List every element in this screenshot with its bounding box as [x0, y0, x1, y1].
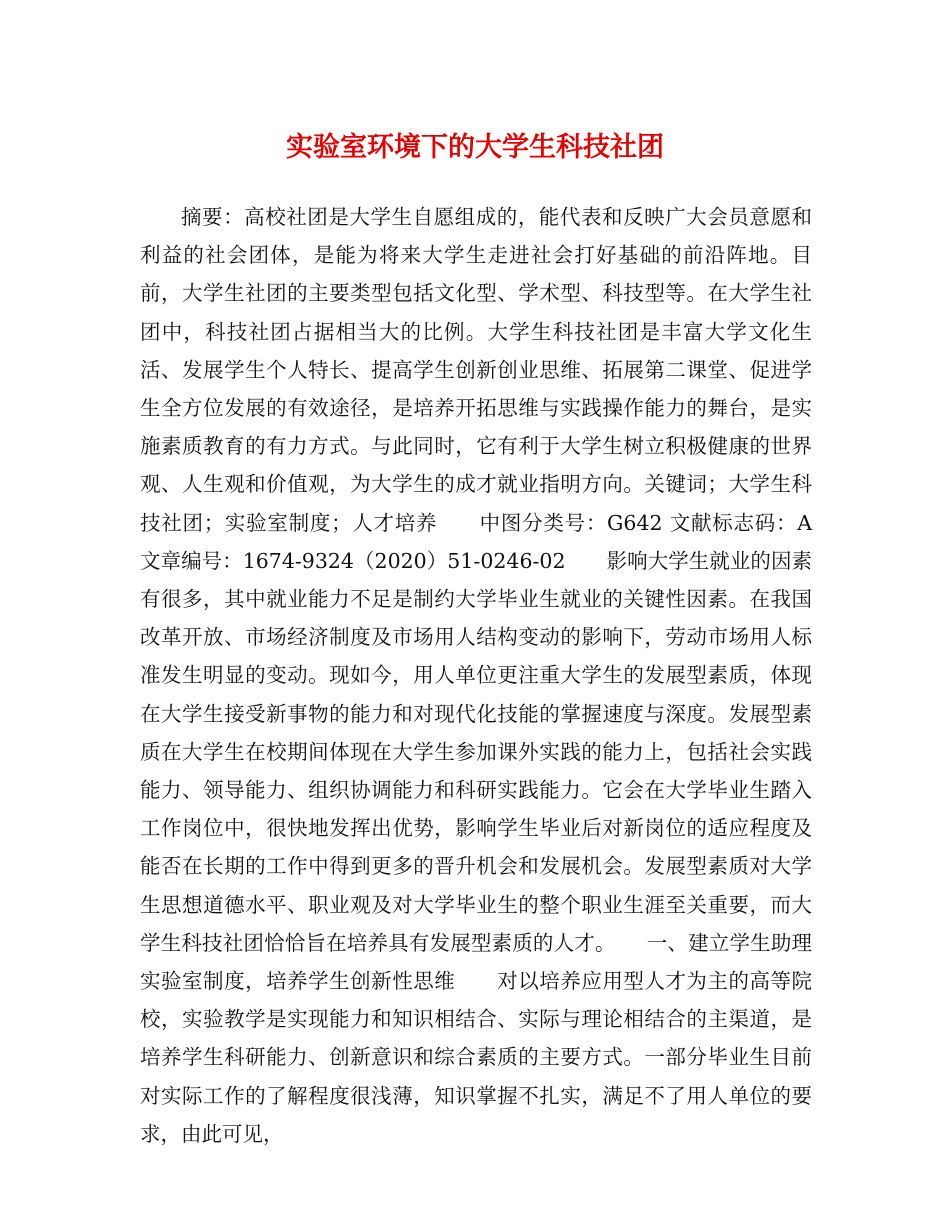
document-title: 实验室环境下的大学生科技社团	[286, 132, 664, 163]
document-body: 摘要：高校社团是大学生自愿组成的，能代表和反映广大会员意愿和利益的社会团体，是能为将来大学生走进社会打好基础的前沿阵地。目前，大学生社团的主要类型包括文化型、学术型、科技型等。在大学生社团中，科技社团占据相当大的比例。大学生科技社团是丰富大学文化生活、发展学生个人特长、提高学生创新创业思维、拓展第二课堂、促进学生全方位发展的有效途径，是培养开拓思维与实践操作能力的舞台，是实施素质教育的有力方式。与此同时，它有利于大学生树立积极健康的世界观、人生观和价值观，为大学生的成才就业指明方向。关键词；大学生科技社团；实验室制度；人才培养 中图分类号：G642 文献标志码：A 文章编号：1674-9324（2020）51-0246-02 影响大学生就业的因素有很多，其中就业能力不足是制约大学毕业生就业的关键性因素。在我国改革开放、市场经济制度及市场用人结构变动的影响下，劳动市场用人标准发生明显的变动。现如今，用人单位更注重大学生的发展型素质，体现在大学生接受新事物的能力和对现代化技能的掌握速度与深度。发展型素质在大学生在校期间体现在大学生参加课外实践的能力上，包括社会实践能力、领导能力、组织协调能力和科研实践能力。它会在大学毕业生踏入工作岗位中，很快地发挥出优势，影响学生毕业后对新岗位的适应程度及能否在长期的工作中得到更多的晋升机会和发展机会。发展型素质对大学生思想道德水平、职业观及对大学毕业生的整个职业生涯至关重要，而大学生科技社团恰恰旨在培养具有发展型素质的人才。 一、建立学生助理实验室制度，培养学生创新性思维 对以培养应用型人才为主的高等院校，实验教学是实现能力和知识相结合、实际与理论相结合的主渠道，是培养学生科研能力、创新意识和综合素质的主要方式。一部分毕业生目前对实际工作的了解程度很浅薄，知识掌握不扎实，满足不了用人单位的要求，由此可见，	[140, 205, 812, 1146]
